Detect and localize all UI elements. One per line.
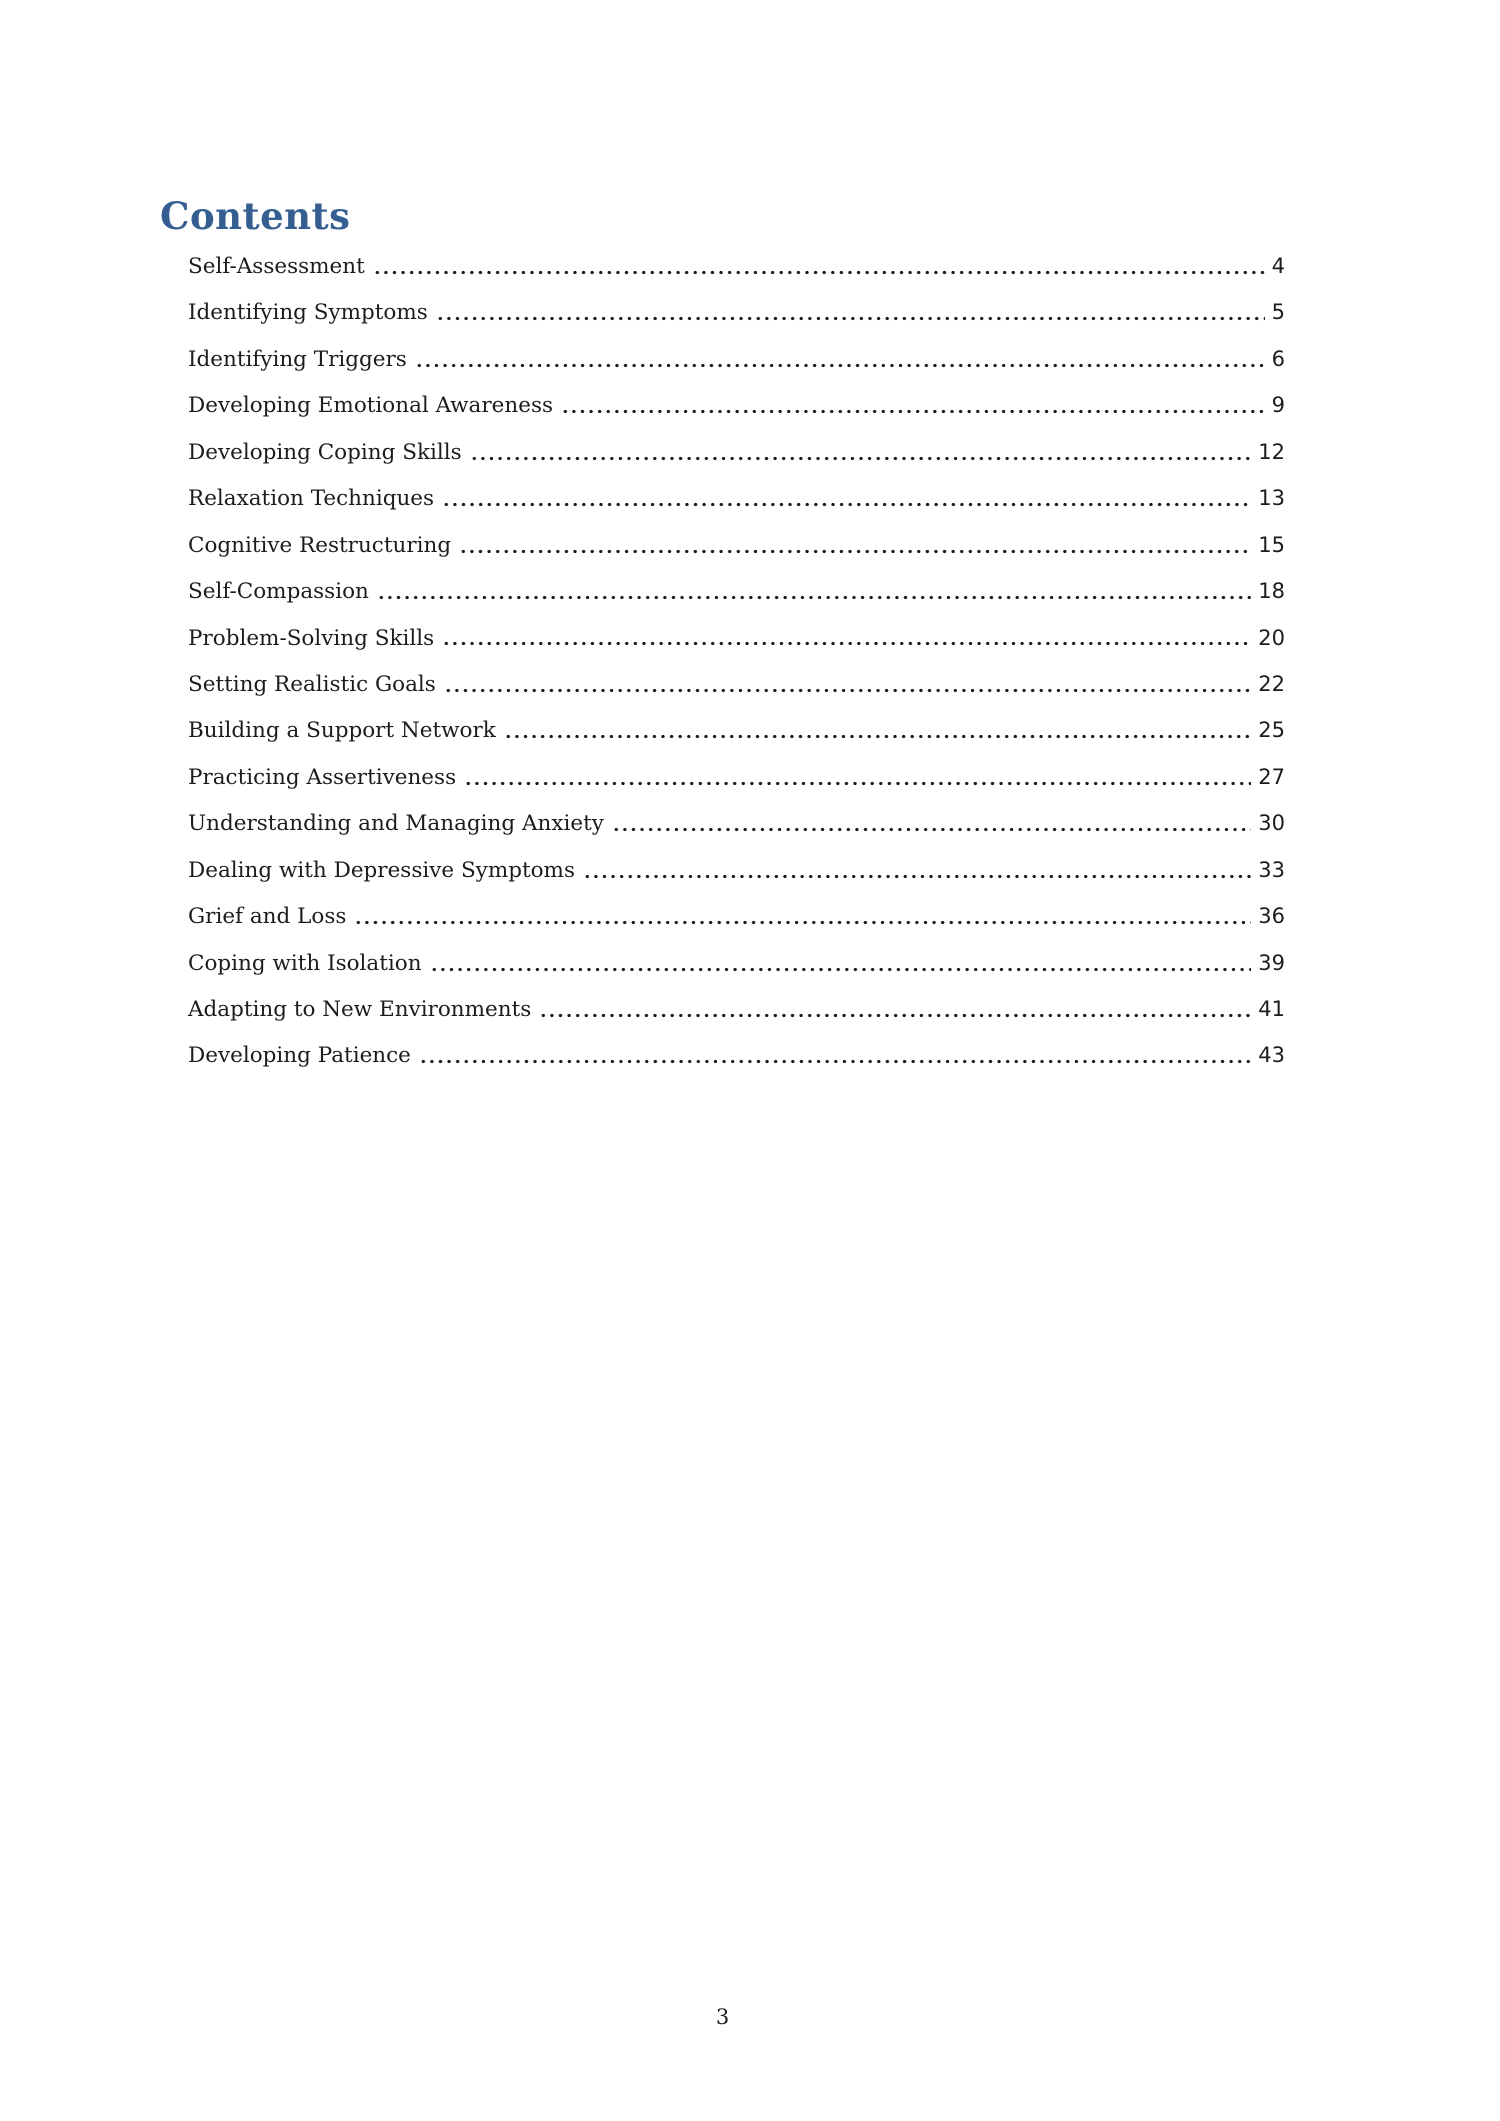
toc-entry	[188, 568, 1285, 614]
toc-entry-title: Self-Compassion	[188, 579, 369, 605]
toc-entry-page-number: 15	[1258, 532, 1285, 557]
toc-entry-title: Identifying Triggers	[188, 346, 407, 372]
dot-leader	[373, 270, 1265, 275]
dot-leader	[539, 1013, 1251, 1018]
dot-leader	[415, 363, 1265, 368]
toc-entry-page-number: 12	[1258, 439, 1285, 464]
toc-entry	[188, 243, 1285, 289]
toc-entry	[188, 847, 1285, 893]
toc-entry-page-number: 20	[1258, 625, 1285, 650]
dot-leader	[459, 549, 1251, 554]
toc-entry	[188, 986, 1285, 1032]
toc-entry-page-number: 18	[1258, 579, 1285, 604]
toc-entry-page-number: 39	[1258, 950, 1285, 975]
toc-entry	[188, 336, 1285, 382]
dot-leader	[442, 502, 1251, 507]
toc-entry-page-number: 43	[1258, 1043, 1285, 1068]
toc-entry-page-number: 22	[1258, 671, 1285, 696]
toc-entry	[188, 1032, 1285, 1078]
toc-entry-page-number: 4	[1271, 254, 1285, 278]
toc-entry-title: Grief and Loss	[188, 904, 347, 930]
toc-entry	[188, 707, 1285, 753]
toc-entry-title: Understanding and Managing Anxiety	[188, 811, 604, 837]
toc-entry	[188, 615, 1285, 661]
toc-entry-title: Developing Coping Skills	[188, 439, 462, 465]
toc-entry-page-number: 41	[1258, 997, 1285, 1021]
toc-entry-page-number: 36	[1258, 904, 1285, 929]
contents-heading: Contents	[160, 194, 351, 238]
dot-leader	[504, 734, 1252, 739]
toc-entry-title: Relaxation Techniques	[188, 486, 435, 512]
dot-leader	[377, 595, 1251, 600]
dot-leader	[470, 456, 1252, 461]
toc-entry	[188, 289, 1285, 335]
toc-entry-page-number: 25	[1258, 718, 1285, 743]
toc-entry-title: Practicing Assertiveness	[188, 764, 457, 790]
toc-entry-page-number: 13	[1258, 486, 1285, 511]
toc-entry	[188, 382, 1285, 428]
dot-leader	[354, 920, 1251, 925]
toc-entry-title: Developing Patience	[188, 1043, 411, 1069]
table-of-contents	[188, 243, 1285, 1079]
dot-leader	[583, 874, 1251, 879]
dot-leader	[442, 641, 1251, 646]
toc-entry-title: Setting Realistic Goals	[188, 671, 436, 697]
toc-entry-title: Adapting to New Environments	[188, 997, 532, 1022]
toc-entry-page-number: 27	[1258, 764, 1285, 789]
toc-entry	[188, 661, 1285, 707]
toc-entry-page-number: 30	[1258, 811, 1285, 836]
toc-entry	[188, 800, 1285, 846]
toc-entry-title: Cognitive Restructuring	[188, 532, 452, 558]
toc-entry	[188, 754, 1285, 800]
dot-leader	[612, 827, 1251, 832]
toc-entry-title: Developing Emotional Awareness	[188, 393, 554, 419]
toc-entry-page-number: 5	[1271, 300, 1285, 325]
toc-entry-title: Self-Assessment	[188, 254, 365, 279]
toc-entry-page-number: 6	[1271, 346, 1285, 371]
dot-leader	[436, 316, 1265, 321]
toc-entry-page-number: 33	[1258, 857, 1285, 882]
dot-leader	[561, 409, 1265, 414]
toc-entry-title: Dealing with Depressive Symptoms	[188, 857, 575, 883]
toc-entry-title: Problem-Solving Skills	[188, 625, 435, 651]
toc-entry	[188, 893, 1285, 939]
dot-leader	[444, 688, 1251, 693]
toc-entry	[188, 429, 1285, 475]
toc-entry	[188, 475, 1285, 521]
dot-leader	[419, 1059, 1251, 1064]
toc-entry-title: Coping with Isolation	[188, 950, 422, 976]
page-number: 3	[715, 2005, 730, 2029]
toc-entry-title: Identifying Symptoms	[188, 300, 428, 326]
toc-entry-page-number: 9	[1271, 393, 1285, 418]
toc-entry	[188, 522, 1285, 568]
dot-leader	[430, 967, 1252, 972]
toc-entry-title: Building a Support Network	[188, 718, 496, 744]
toc-entry	[188, 940, 1285, 986]
dot-leader	[464, 781, 1251, 786]
